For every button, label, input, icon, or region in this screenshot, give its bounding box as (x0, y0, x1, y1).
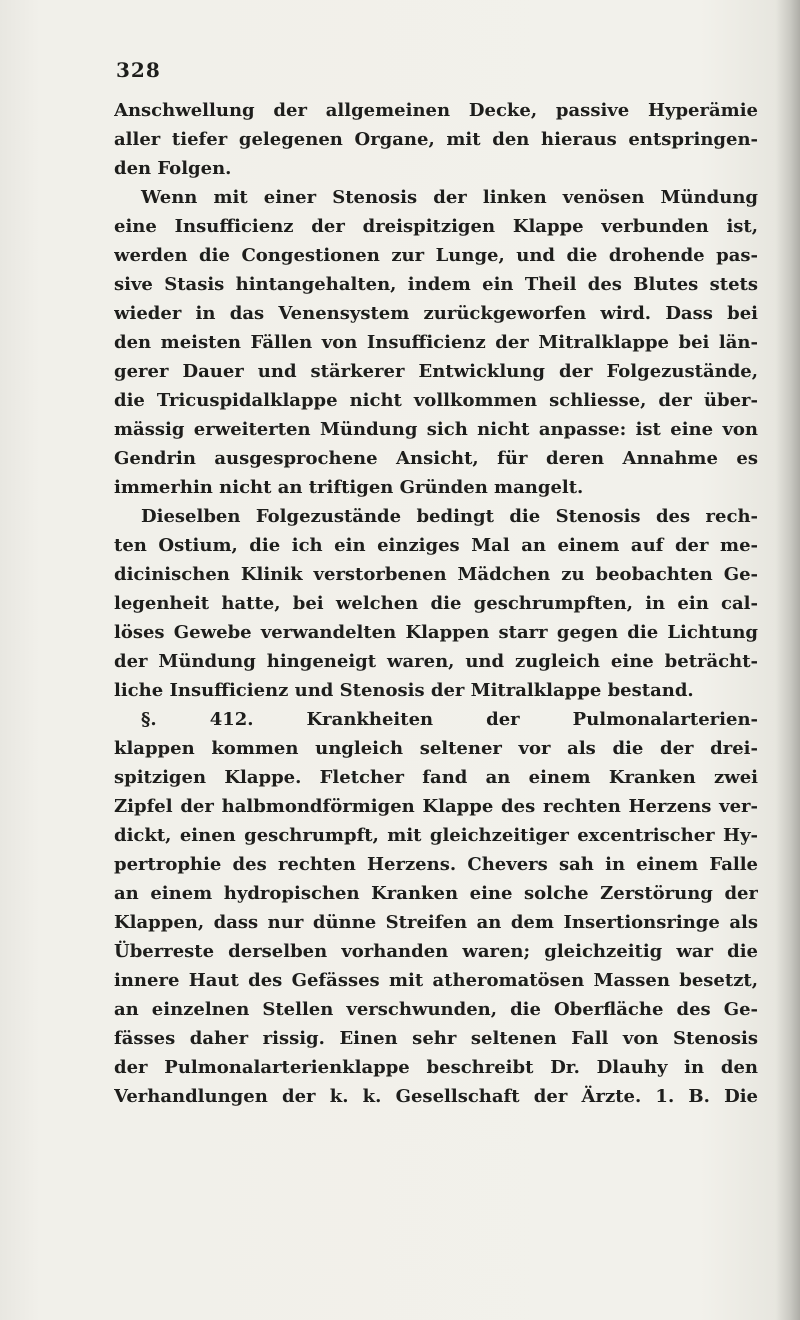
text-line: wieder in das Venensystem zurückgeworfen wird. Dass bei (114, 303, 758, 324)
text-line: Anschwellung der allgemeinen Decke, passive Hyperämie (114, 100, 758, 121)
text-line: ten Ostium, die ich ein einziges Mal an einem auf der me- (114, 535, 758, 556)
text-line: die Tricuspidalklappe nicht vollkommen schliesse, der über- (114, 390, 758, 411)
text-line: Zipfel der halbmondförmigen Klappe des rechten Herzens ver- (114, 796, 758, 817)
body-text (114, 96, 758, 1111)
text-line: gerer Dauer und stärkerer Entwicklung der Folgezustände, (114, 361, 758, 382)
text-line: eine Insufficienz der dreispitzigen Klappe verbunden ist, (114, 216, 758, 237)
text-line: aller tiefer gelegenen Organe, mit den hieraus entspringen- (114, 129, 758, 150)
text-line: dickt, einen geschrumpft, mit gleichzeitiger excentrischer Hy- (114, 825, 758, 846)
page-number: 328 (116, 58, 161, 82)
text-line: dicinischen Klinik verstorbenen Mädchen zu beobachten Ge- (114, 564, 758, 585)
text-line: mässig erweiterten Mündung sich nicht anpasse: ist eine von (114, 419, 758, 440)
text-line: klappen kommen ungleich seltener vor als die der drei- (114, 738, 758, 759)
text-line: löses Gewebe verwandelten Klappen starr gegen die Lichtung (114, 622, 758, 643)
text-line: an einzelnen Stellen verschwunden, die Oberfläche des Ge- (114, 999, 758, 1020)
text-line: Überreste derselben vorhanden waren; gleichzeitig war die (114, 941, 758, 962)
text-line: Dieselben Folgezustände bedingt die Stenosis des rech- (141, 506, 758, 527)
text-line: spitzigen Klappe. Fletcher fand an einem Kranken zwei (114, 767, 758, 788)
section-heading-line: §. 412. Krankheiten der Pulmonalarterien- (141, 709, 758, 730)
text-line: an einem hydropischen Kranken eine solche Zerstörung der (114, 883, 758, 904)
text-line: Klappen, dass nur dünne Streifen an dem Insertionsringe als (114, 912, 758, 933)
text-line: Gendrin ausgesprochene Ansicht, für deren Annahme es (114, 448, 758, 469)
text-line: Wenn mit einer Stenosis der linken venösen Mündung (141, 187, 758, 208)
text-line: den Folgen. (114, 158, 232, 179)
text-line: der Mündung hingeneigt waren, und zugleich eine beträcht- (114, 651, 758, 672)
text-line: innere Haut des Gefässes mit atheromatösen Massen besetzt, (114, 970, 758, 991)
text-line: fässes daher rissig. Einen sehr seltenen Fall von Stenosis (114, 1028, 758, 1049)
text-line: liche Insufficienz und Stenosis der Mitralklappe bestand. (114, 680, 694, 701)
text-line: sive Stasis hintangehalten, indem ein Theil des Blutes stets (114, 274, 758, 295)
text-line: Verhandlungen der k. k. Gesellschaft der Ärzte. 1. B. Die (114, 1086, 758, 1107)
text-line: den meisten Fällen von Insufficienz der Mitralklappe bei län- (114, 332, 758, 353)
text-line: legenheit hatte, bei welchen die geschrumpften, in ein cal- (114, 593, 758, 614)
text-line: werden die Congestionen zur Lunge, und die drohende pas- (114, 245, 758, 266)
text-line: immerhin nicht an triftigen Gründen mangelt. (114, 477, 584, 498)
page-edge-shadow (776, 0, 800, 1320)
text-line: pertrophie des rechten Herzens. Chevers sah in einem Falle (114, 854, 758, 875)
text-line: der Pulmonalarterienklappe beschreibt Dr. Dlauhy in den (114, 1057, 758, 1078)
